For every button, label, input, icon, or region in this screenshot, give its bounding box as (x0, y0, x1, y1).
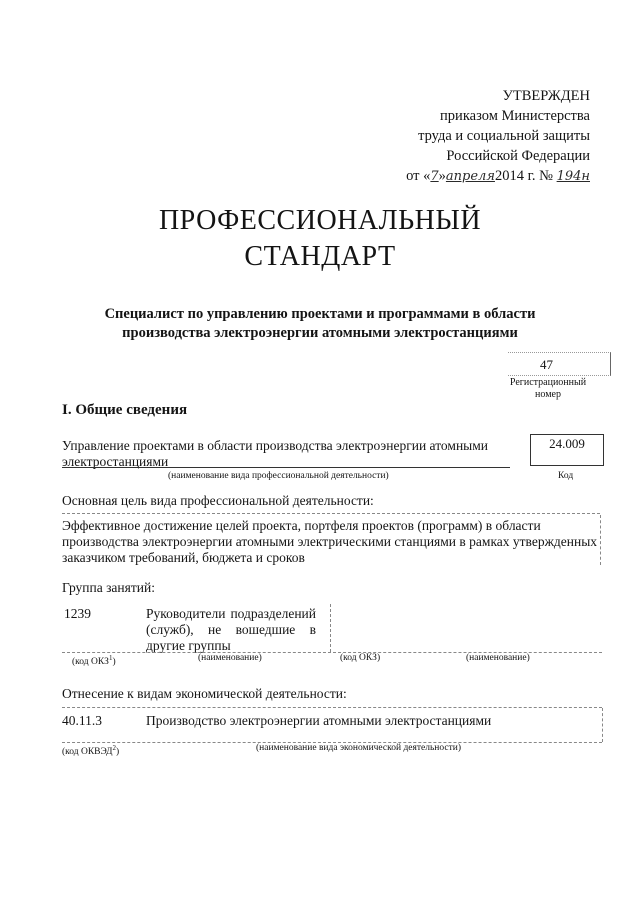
caption-okved-name: (наименование вида экономической деятельности) (256, 743, 461, 753)
subtitle-line2: производства электроэнергии атомными электростанциями (122, 325, 518, 341)
approval-ministry-line: труда и социальной защиты (418, 128, 590, 144)
caption-okved-footnote: 2 (112, 744, 116, 752)
okz-code: 1239 (64, 606, 91, 621)
caption-okz-footnote: 1 (108, 654, 113, 662)
document-title-line1: ПРОФЕССИОНАЛЬНЫЙ (158, 205, 482, 236)
caption-okz-close: ) (112, 657, 116, 668)
approval-block (340, 86, 590, 187)
econ-label: Отнесение к видам экономической деятельности: (62, 686, 347, 701)
activity-name: Управление проектами в области производства электроэнергии атомными электростанциями (62, 438, 489, 469)
approval-country-line: Российской Федерации (446, 148, 590, 164)
caption-name-2: (наименование) (466, 653, 530, 663)
caption-name-1: (наименование) (198, 653, 262, 663)
okved-code: 40.11.3 (62, 713, 102, 728)
goal-box-top (62, 513, 600, 514)
code-caption: Код (558, 471, 574, 481)
date-prefix: от « (406, 168, 431, 184)
subtitle-line1: Специалист по управлению проектами и программами в области (104, 306, 536, 322)
goal-label: Основная цель вида профессиональной деятельности: (62, 493, 374, 508)
caption-okved-code (62, 742, 119, 758)
approval-order-line: приказом Министерства (440, 108, 590, 124)
date-year: 2014 г. № (494, 168, 553, 184)
activity-caption: (наименование вида профессиональной деятельности) (168, 471, 389, 481)
handwritten-number: 194н (556, 169, 590, 184)
okved-box-top (62, 707, 602, 708)
group-label: Группа занятий: (62, 580, 155, 595)
caption-okved-code-text: (код ОКВЭД (62, 747, 113, 758)
section-heading: I. Общие сведения (62, 402, 188, 418)
registration-box (508, 352, 611, 376)
handwritten-day: 7 (430, 169, 439, 184)
caption-okz-code-2: (код ОКЗ) (340, 653, 381, 663)
okved-name: Производство электроэнергии атомными электростанциями (146, 713, 492, 728)
code-box (530, 434, 604, 466)
activity-underline (62, 467, 510, 468)
document-title-line2: СТАНДАРТ (244, 241, 396, 272)
registration-label: Регистрационный номер (509, 377, 587, 400)
registration-number: 47 (540, 357, 553, 372)
standard-subtitle (60, 305, 580, 343)
caption-okved-close: ) (115, 747, 120, 758)
okz-name: Руководители подразделений (служб), не вошедшие в другие группы (146, 606, 316, 653)
goal-box-right (600, 515, 601, 565)
approval-heading: УТВЕРЖДЕН (502, 88, 590, 104)
okz-divider (330, 604, 331, 652)
caption-okz-code (72, 652, 116, 668)
activity-code: 24.009 (549, 436, 585, 451)
date-mid: » (438, 168, 446, 184)
goal-text: Эффективное достижение целей проекта, портфеля проектов (программ) в области производства электроэнергии атомными электрическими станциями в рамках утвержденных заказчиком требований, бюджета и сроков (62, 518, 598, 565)
handwritten-month: апреля (445, 169, 495, 184)
approval-date-line (340, 166, 590, 187)
okved-box-right (602, 708, 603, 742)
caption-okz-code-text: (код ОКЗ (72, 657, 109, 668)
